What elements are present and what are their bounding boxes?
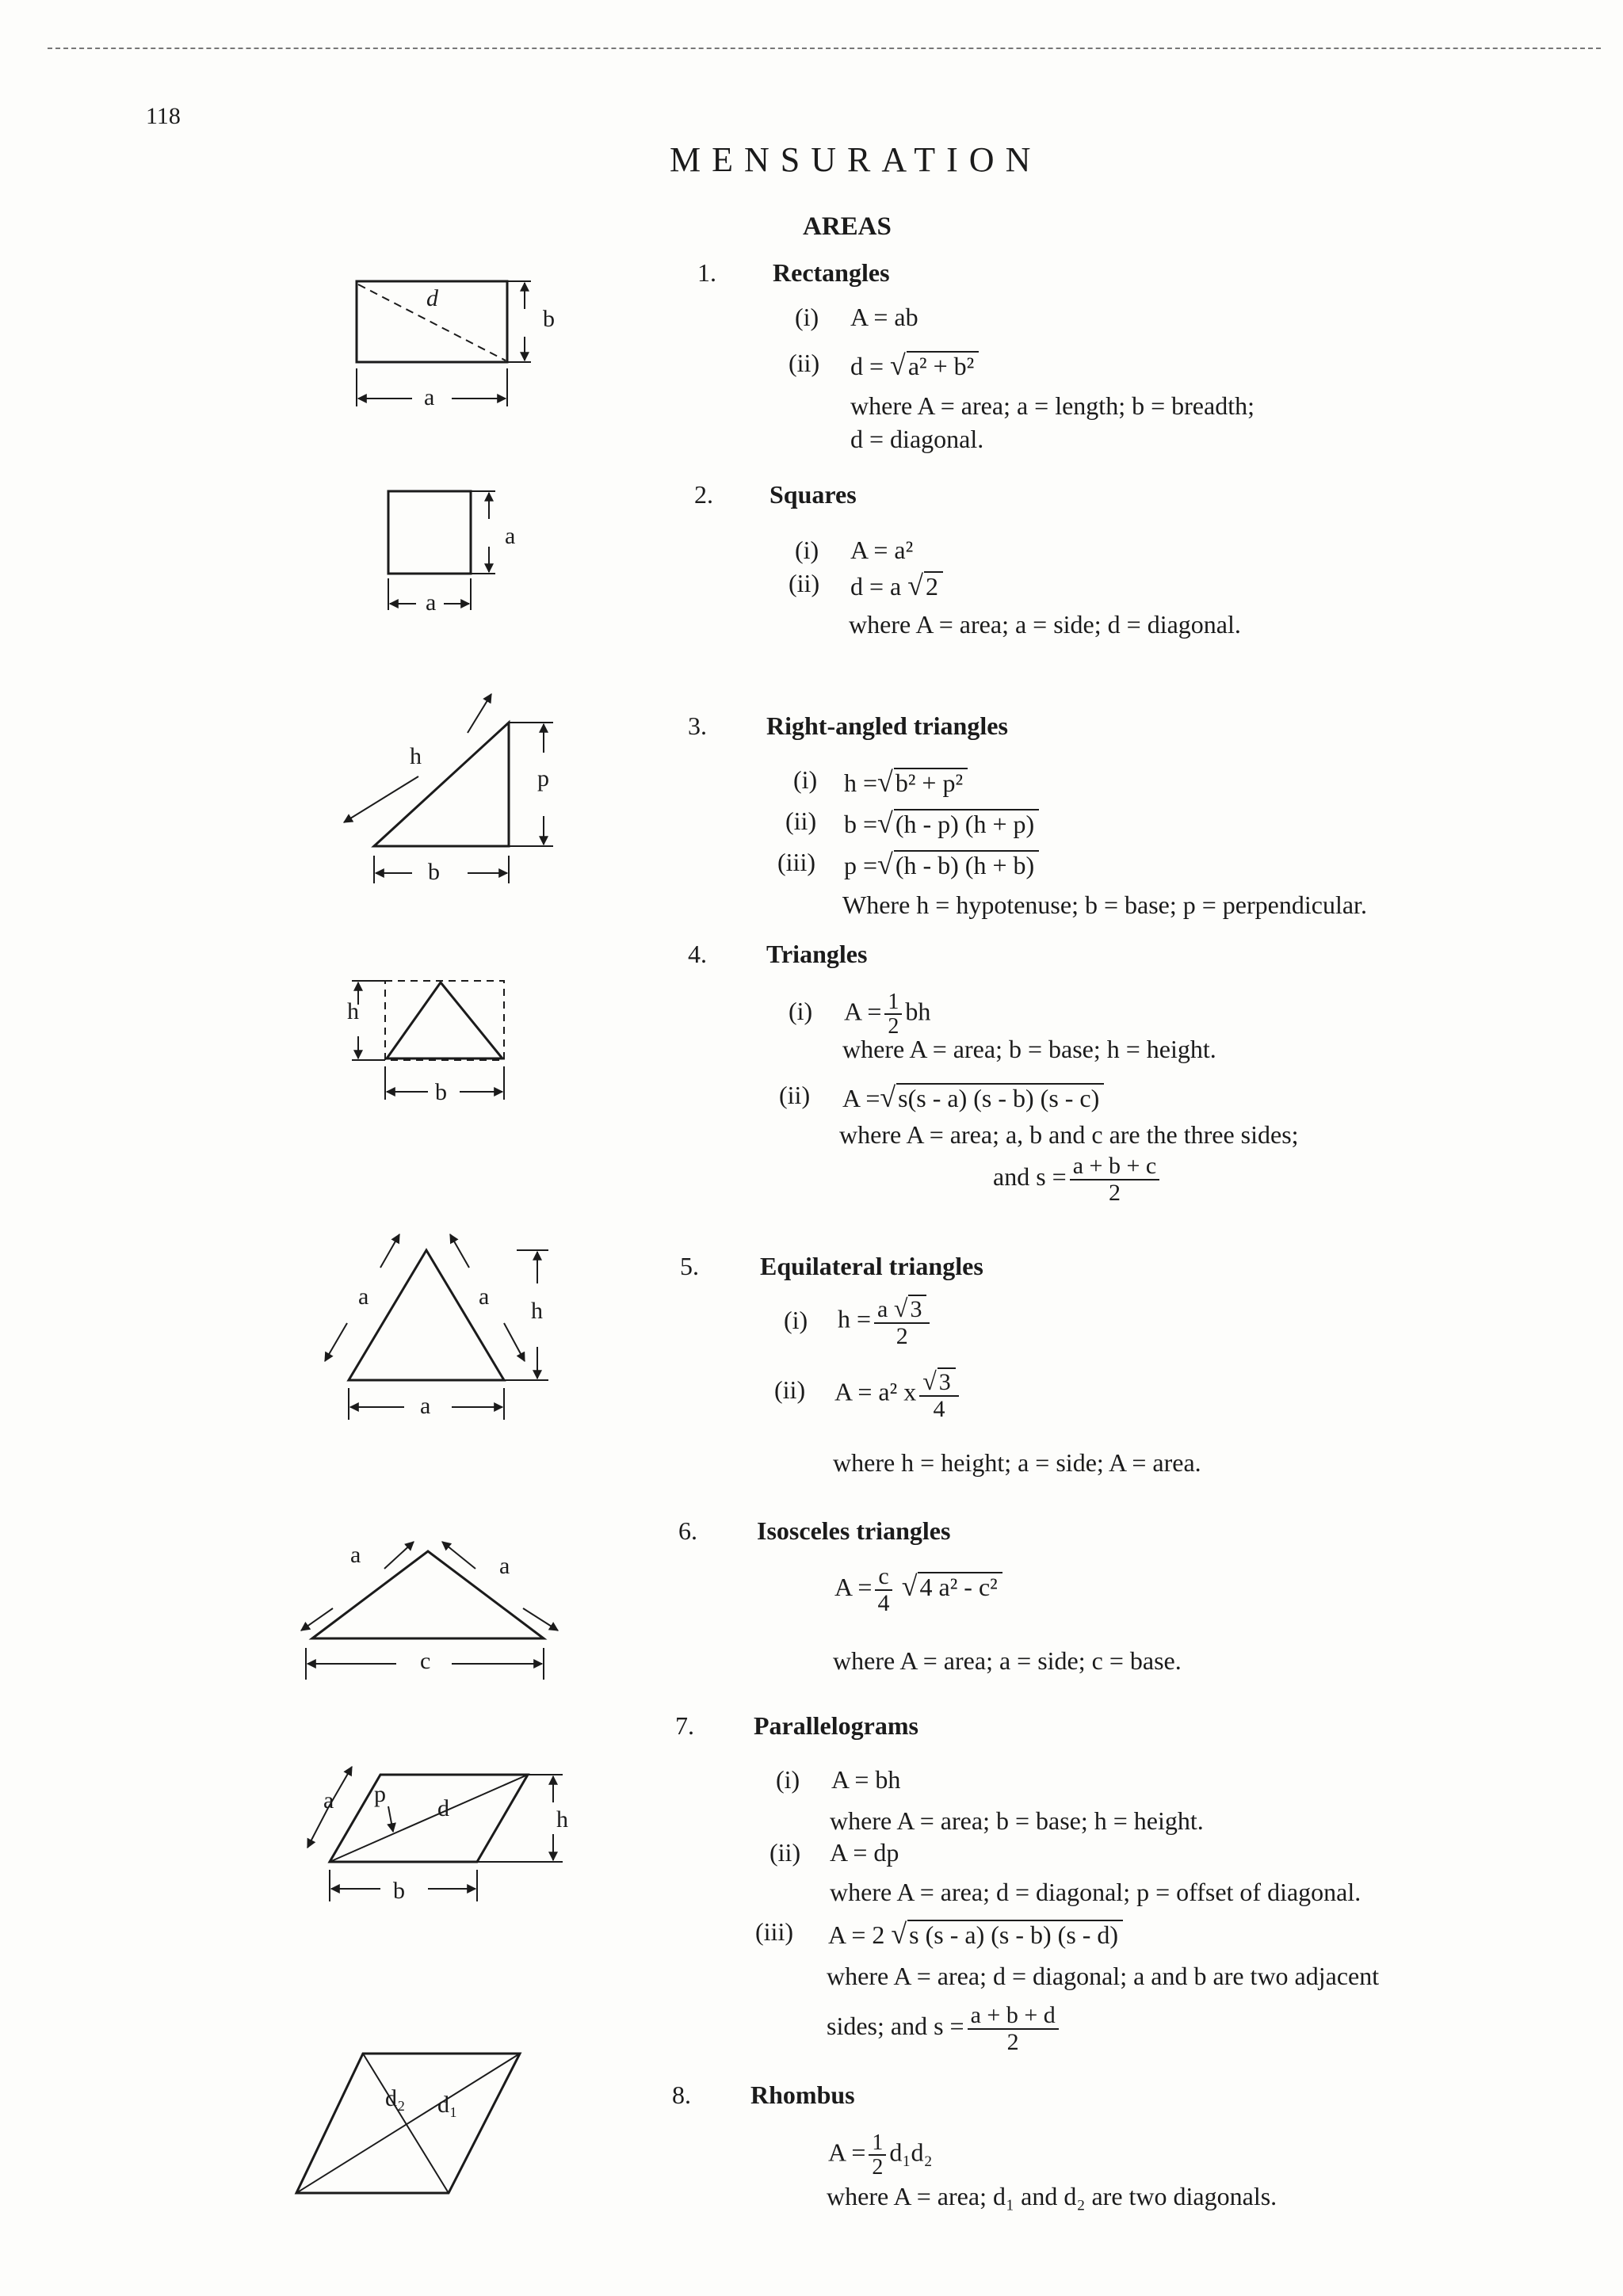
item-number: 2. bbox=[694, 480, 713, 509]
right-triangle-diagram bbox=[333, 689, 571, 895]
item-number: 6. bbox=[678, 1516, 697, 1545]
dimension-label: c bbox=[420, 1648, 431, 1674]
formula-index: (ii) bbox=[769, 1838, 801, 1867]
formula: h = $\frac{a √ 3}{2}$ bbox=[838, 1295, 933, 1349]
dimension-label: b bbox=[428, 859, 440, 885]
formula-index: (i) bbox=[793, 765, 818, 794]
formula: A = a² bbox=[850, 536, 914, 564]
formula: A = ab bbox=[850, 303, 918, 331]
item-number: 7. bbox=[675, 1711, 694, 1740]
diagonal-label: d bbox=[437, 1795, 449, 1821]
formula: A =√s(s - a) (s - b) (s - c) bbox=[842, 1081, 1104, 1114]
dimension-label: a bbox=[420, 1393, 431, 1419]
item-heading: Equilateral triangles bbox=[760, 1252, 983, 1280]
side-label: a bbox=[358, 1283, 369, 1310]
formula-index: (ii) bbox=[789, 349, 820, 377]
definition: where A = area; a = side; c = base. bbox=[833, 1646, 1182, 1675]
dimension-label: b bbox=[435, 1079, 447, 1105]
formula: and s = $\frac{a + b + c}{2}$ bbox=[993, 1154, 1163, 1205]
definition: where A = area; d = diagonal; a and b are two adjacent bbox=[827, 1962, 1380, 1990]
item-number: 8. bbox=[672, 2081, 691, 2109]
formula: A = bh bbox=[831, 1765, 901, 1794]
item-heading: Right-angled triangles bbox=[766, 711, 1008, 740]
dimension-label: b bbox=[543, 306, 555, 332]
formula: A = $\frac{c}{4}$ √4 a² - c² bbox=[834, 1564, 1002, 1615]
page-number: 118 bbox=[146, 103, 181, 129]
diagonal-label: d₂ bbox=[385, 2085, 406, 2111]
definition: where A = area; d = diagonal; p = offset of diagonal. bbox=[830, 1878, 1361, 1906]
item-number: 4. bbox=[688, 940, 707, 968]
side-label: a bbox=[479, 1283, 490, 1310]
triangle-diagram bbox=[341, 973, 523, 1108]
formula-index: (ii) bbox=[785, 807, 817, 835]
item-heading: Rectangles bbox=[773, 258, 890, 287]
formula: A = a² x $\frac{√ 3}{4}$ bbox=[834, 1367, 962, 1422]
rectangle-diagram bbox=[349, 273, 563, 416]
dimension-label: h bbox=[347, 998, 359, 1024]
item-heading: Isosceles triangles bbox=[757, 1516, 951, 1545]
dimension-label: h bbox=[556, 1806, 568, 1833]
formula-index: (iii) bbox=[755, 1917, 793, 1946]
dimension-label: a bbox=[426, 589, 437, 616]
diagonal-label: d₁ bbox=[437, 2092, 458, 2118]
formula-index: (ii) bbox=[789, 569, 820, 597]
definition: where A = area; b = base; h = height. bbox=[830, 1806, 1204, 1835]
formula-index: (ii) bbox=[774, 1375, 806, 1404]
item-heading: Squares bbox=[769, 480, 857, 509]
formula: A = dp bbox=[830, 1838, 899, 1867]
formula: A = 2 √s (s - a) (s - b) (s - d) bbox=[828, 1917, 1123, 1951]
formula: A = $\frac{1}{2}$ d₁d₂ bbox=[828, 2130, 933, 2180]
item-heading: Rhombus bbox=[750, 2081, 855, 2109]
formula: sides; and s = $\frac{a + b + d}{2}$ bbox=[827, 2003, 1062, 2054]
item-heading: Parallelograms bbox=[754, 1711, 918, 1740]
definition: where A = area; a, b and c are the three sides; bbox=[839, 1120, 1299, 1149]
formula-index: (i) bbox=[795, 536, 819, 564]
formula: h =√b² + p² bbox=[844, 765, 968, 799]
definition: Where h = hypotenuse; b = base; p = perpendicular. bbox=[842, 891, 1367, 919]
definition: where A = area; a = length; b = breadth; bbox=[850, 391, 1254, 420]
formula: A = $\frac{1}{2}$ bh bbox=[844, 990, 931, 1039]
equilateral-triangle-diagram bbox=[301, 1212, 571, 1434]
formula-index: (ii) bbox=[779, 1081, 811, 1109]
definition: where A = area; d₁ and d₂ are two diagonals. bbox=[827, 2182, 1277, 2210]
dimension-label: p bbox=[537, 765, 549, 791]
item-number: 1. bbox=[697, 258, 716, 287]
formula-index: (i) bbox=[795, 303, 819, 331]
formula-index: (i) bbox=[776, 1765, 800, 1794]
formula-index: (iii) bbox=[777, 848, 815, 876]
formula-index: (i) bbox=[784, 1306, 808, 1334]
offset-label: p bbox=[374, 1781, 386, 1807]
side-label: a bbox=[499, 1553, 510, 1579]
item-number: 3. bbox=[688, 711, 707, 740]
formula: d = a √2 bbox=[850, 569, 943, 602]
side-label: a bbox=[323, 1787, 334, 1814]
dimension-label: a bbox=[505, 523, 516, 549]
item-heading: Triangles bbox=[766, 940, 868, 968]
square-diagram bbox=[380, 483, 523, 618]
parallelogram-diagram bbox=[293, 1743, 579, 1917]
rhombus-diagram bbox=[285, 2036, 539, 2210]
diagonal-label: d bbox=[426, 285, 438, 311]
formula: d = √a² + b² bbox=[850, 349, 979, 382]
formula: b =√(h - p) (h + p) bbox=[844, 807, 1039, 840]
page-title: MENSURATION bbox=[670, 140, 1042, 179]
section-subtitle: AREAS bbox=[803, 212, 892, 241]
side-label: a bbox=[350, 1542, 361, 1568]
formula-index: (i) bbox=[789, 997, 813, 1025]
definition: where h = height; a = side; A = area. bbox=[833, 1448, 1201, 1477]
dimension-label: a bbox=[424, 384, 435, 410]
hypotenuse-label: h bbox=[410, 743, 422, 769]
formula: p =√(h - b) (h + b) bbox=[844, 848, 1039, 881]
definition: d = diagonal. bbox=[850, 425, 984, 453]
definition: where A = area; a = side; d = diagonal. bbox=[849, 610, 1241, 639]
isosceles-triangle-diagram bbox=[293, 1505, 571, 1688]
top-rule bbox=[48, 48, 1601, 49]
dimension-label: b bbox=[393, 1878, 405, 1904]
dimension-label: h bbox=[531, 1298, 543, 1324]
item-number: 5. bbox=[680, 1252, 699, 1280]
definition: where A = area; b = base; h = height. bbox=[842, 1035, 1216, 1063]
